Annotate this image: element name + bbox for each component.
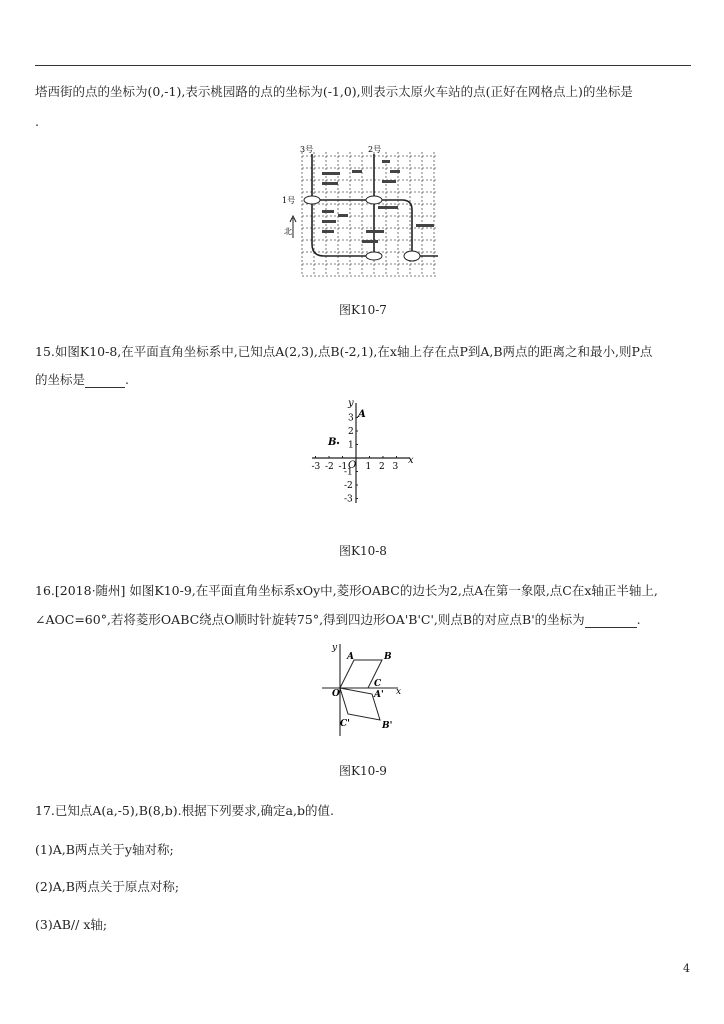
x-tick-label: 3 [392,462,399,472]
y-tick-label: -2 [344,481,353,491]
origin-label: O [348,460,357,471]
label-a-prime: A' [374,690,384,700]
figure-caption-k10-9: 图K10-9 [339,764,387,778]
point-b-label: B [328,437,337,448]
q17-intro: 17.已知点A(a,-5),B(8,b).根据下列要求,确定a,b的值. [35,803,334,818]
q16-line2-end: . [636,612,641,627]
x-tick-label: -1 [338,462,348,472]
label-x: x [396,687,402,697]
point-b-dot [337,442,339,444]
label-c: C [374,679,382,689]
y-tick-label: 3 [348,413,354,424]
q15-line2-text: 的坐标是 [35,372,86,387]
point-a-label: A [358,409,366,420]
header-rule [35,65,691,66]
q15-text-line2 [35,370,129,388]
q15-line2-end: . [125,372,129,387]
q17-part-3: (3)AB// x轴; [35,917,108,932]
figure-caption-k10-7: 图K10-7 [339,303,387,317]
q16-text-line2 [35,610,641,628]
q16-answer-blank [585,615,637,628]
label-c-prime: C' [340,719,350,729]
x-tick-label: -3 [311,462,321,472]
metro-map-figure [282,144,444,280]
q16-line2-text: ∠AOC=60°,若将菱形OABC绕点O顺时针旋转75°,得到四边形OA'B'C',则点B的对应点B'的坐标为 [35,612,585,627]
page-number: 4 [683,962,690,975]
label-a: A [347,652,354,662]
y-tick-label: 2 [348,427,354,437]
figure-caption-k10-8: 图K10-8 [339,544,387,558]
q15-text-line1: 15.如图K10-8,在平面直角坐标系中,已知点A(2,3),点B(-2,1),在x轴上存在点P到A,B两点的距离之和最小,则P点 [35,344,653,359]
x-tick-label: -2 [325,462,334,472]
y-axis-label: y [348,398,354,409]
q15-answer-blank [85,375,125,388]
label-o: O [332,689,340,699]
y-tick-label: -3 [344,494,353,505]
y-tick-label: -1 [344,467,353,478]
rhombus-rotation-figure [318,640,410,740]
map-label-line3: 3号 [300,145,314,154]
map-label-line1: 1号 [282,196,296,205]
q16-text-line1: 16.[2018·随州] 如图K10-9,在平面直角坐标系xOy中,菱形OABC的边长为2,点A在第一象限,点C在x轴正半轴上, [35,583,658,598]
x-tick-label: 1 [365,462,372,472]
y-tick-label: 1 [348,440,354,451]
x-axis-label: x [408,455,414,466]
label-b-prime: B' [382,721,393,731]
q17-part-1: (1)A,B两点关于y轴对称; [35,842,174,857]
x-tick-label: 2 [379,462,385,472]
label-y: y [332,643,338,653]
coordinate-figure-k10-8 [308,397,420,507]
map-label-north: 北 [284,227,292,236]
map-label-line2: 2号 [368,145,382,154]
q17-part-2: (2)A,B两点关于原点对称; [35,879,180,894]
q14-text-line2: . [35,114,39,129]
label-b: B [384,652,392,662]
q14-text-line1: 塔西街的点的坐标为(0,-1),表示桃园路的点的坐标为(-1,0),则表示太原火车站的点(正好在网格点上)的坐标是 [35,84,633,99]
